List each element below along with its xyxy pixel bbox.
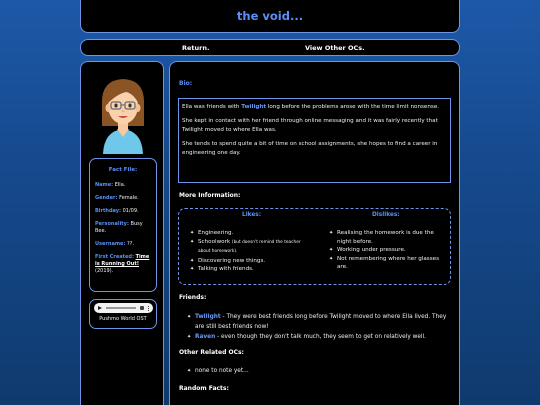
bio-heading: Bio: — [179, 80, 193, 87]
fact-gender: Gender: Female. — [95, 195, 139, 201]
dislike-item: ✦ Not remembering where her glasses are. — [329, 255, 447, 272]
bio-box — [178, 98, 451, 183]
likes-dislikes-box — [178, 208, 451, 285]
random-facts-heading: Random Facts: — [179, 385, 229, 392]
music-title: Pushmo World OST — [99, 316, 147, 322]
fact-file-title: Fact File: — [108, 167, 138, 173]
friend-link-twilight[interactable]: Twilight — [241, 104, 267, 110]
friend-item: ✦ Raven - even though they don't talk much, they seem to get on relatively well. — [187, 332, 449, 342]
bio-paragraph: She tends to spend quite a bit of time on school assignments, she hopes to find a career in engineering one day. — [182, 141, 438, 156]
friend-item: ✦ Twilight - They were best friends long before Twilight moved to where Ella lived. They are still best friends now! — [187, 312, 449, 332]
friends-heading: Friends: — [179, 294, 207, 301]
sidebar — [80, 61, 164, 405]
dislike-item: ✦ Realising the homework is due the night before. — [329, 229, 447, 246]
fact-file — [89, 158, 157, 292]
like-item: ✦ Schoolwork (but doesn't remind the teacher about homework). — [190, 238, 310, 257]
fact-name: Name: Ella. — [95, 182, 126, 188]
first-created-link[interactable]: Time is Running Out! — [95, 254, 150, 267]
more-information-heading: More Information: — [179, 192, 241, 199]
music-box — [89, 299, 157, 329]
character-avatar — [93, 74, 153, 154]
likes-list — [190, 229, 310, 274]
like-item: ✦ Discovering new things. — [190, 257, 310, 266]
friends-list — [187, 312, 449, 342]
like-item: ✦ Engineering. — [190, 229, 310, 238]
other-ocs-list — [187, 366, 249, 376]
return-link[interactable]: Return. — [182, 44, 210, 52]
dislike-item: ✦ Working under pressure. — [329, 246, 447, 255]
other-related-ocs-heading: Other Related OCs: — [179, 349, 244, 356]
more-options-icon[interactable] — [148, 306, 150, 311]
dislikes-list — [329, 229, 447, 272]
site-header — [80, 0, 460, 33]
other-oc-item: ✦ none to note yet... — [187, 366, 249, 376]
bio-paragraph: Ella was friends with Twilight long before the problems arose with the time limit nonsense. — [182, 104, 440, 110]
audio-progress-bar[interactable] — [106, 307, 136, 309]
fact-username: Username: ??. — [95, 241, 134, 247]
site-title: the void... — [236, 9, 304, 23]
fact-birthday: Birthday: 01/09. — [95, 208, 139, 214]
bio-paragraph: She kept in contact with her friend through online messaging and it was fairly recently that Twilight moved to where Ella was. — [182, 118, 438, 133]
friend-link-raven[interactable]: Raven — [195, 334, 216, 340]
likes-title: Likes: — [242, 212, 262, 218]
dislikes-title: Dislikes: — [372, 212, 400, 218]
play-icon[interactable] — [98, 306, 102, 310]
view-other-ocs-link[interactable]: View Other OCs. — [305, 44, 365, 52]
audio-player[interactable] — [94, 303, 153, 313]
fact-personality: Personality: Busy Bee. — [95, 221, 143, 234]
like-item: ✦ Talking with friends. — [190, 265, 310, 274]
volume-icon[interactable] — [140, 306, 144, 310]
main-content — [169, 61, 460, 405]
nav-bar — [80, 39, 460, 56]
fact-first-created: First Created: Time is Running Out! (2019). — [95, 254, 150, 274]
friend-link-twilight[interactable]: Twilight — [195, 314, 221, 320]
